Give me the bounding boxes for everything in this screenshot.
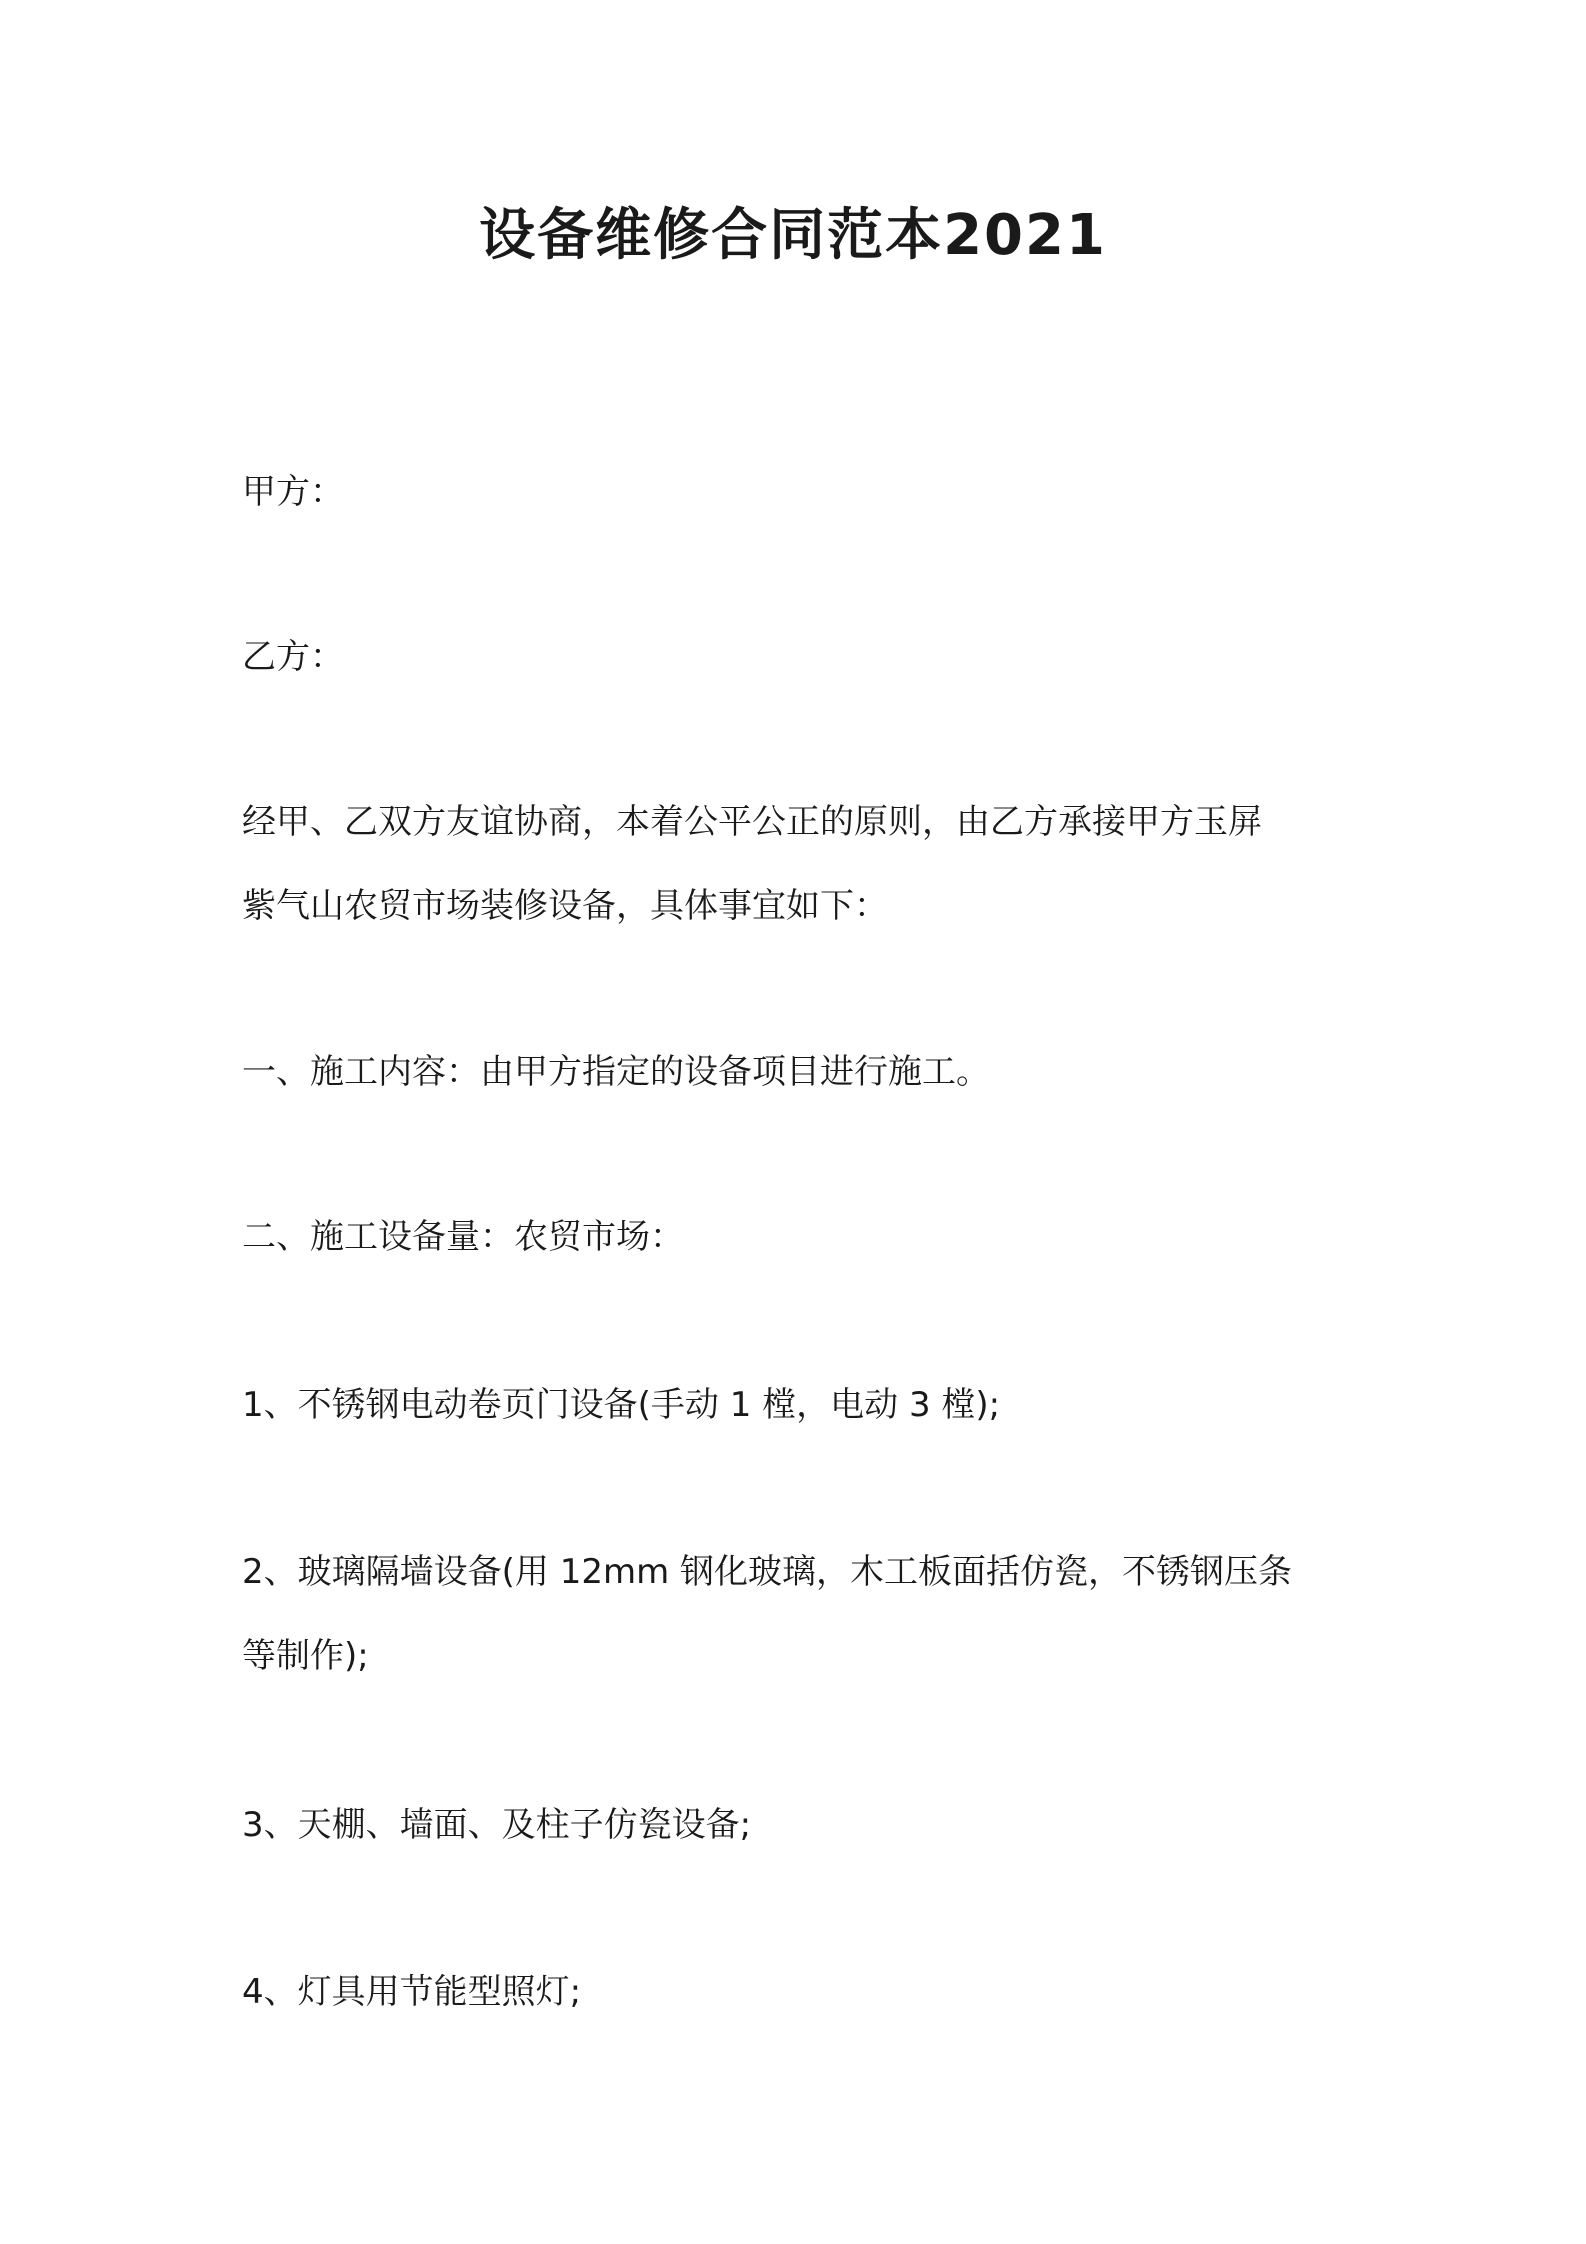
section-2: 二、施工设备量：农贸市场： — [242, 1217, 684, 1257]
party-a-label: 甲方： — [242, 472, 344, 512]
item-2-line-1: 2、玻璃隔墙设备(用 12mm 钢化玻璃，木工板面括仿瓷，不锈钢压条 — [242, 1552, 1293, 1592]
list-item: 4、灯具用节能型照灯; — [242, 1972, 582, 2012]
list-item — [242, 1530, 1352, 1698]
intro-line-2: 紫气山农贸市场装修设备，具体事宜如下： — [242, 886, 888, 926]
list-item: 1、不锈钢电动卷页门设备(手动 1 樘，电动 3 樘); — [242, 1385, 1001, 1425]
list-item: 3、天棚、墙面、及柱子仿瓷设备; — [242, 1805, 752, 1845]
section-1: 一、施工内容：由甲方指定的设备项目进行施工。 — [242, 1052, 990, 1092]
item-2-line-2: 等制作); — [242, 1636, 369, 1676]
intro-paragraph — [242, 780, 1352, 948]
intro-line-1: 经甲、乙双方友谊协商，本着公平公正的原则，由乙方承接甲方玉屏 — [242, 802, 1262, 842]
party-b-label: 乙方： — [242, 637, 344, 677]
page-title: 设备维修合同范本2021 — [479, 203, 1107, 268]
